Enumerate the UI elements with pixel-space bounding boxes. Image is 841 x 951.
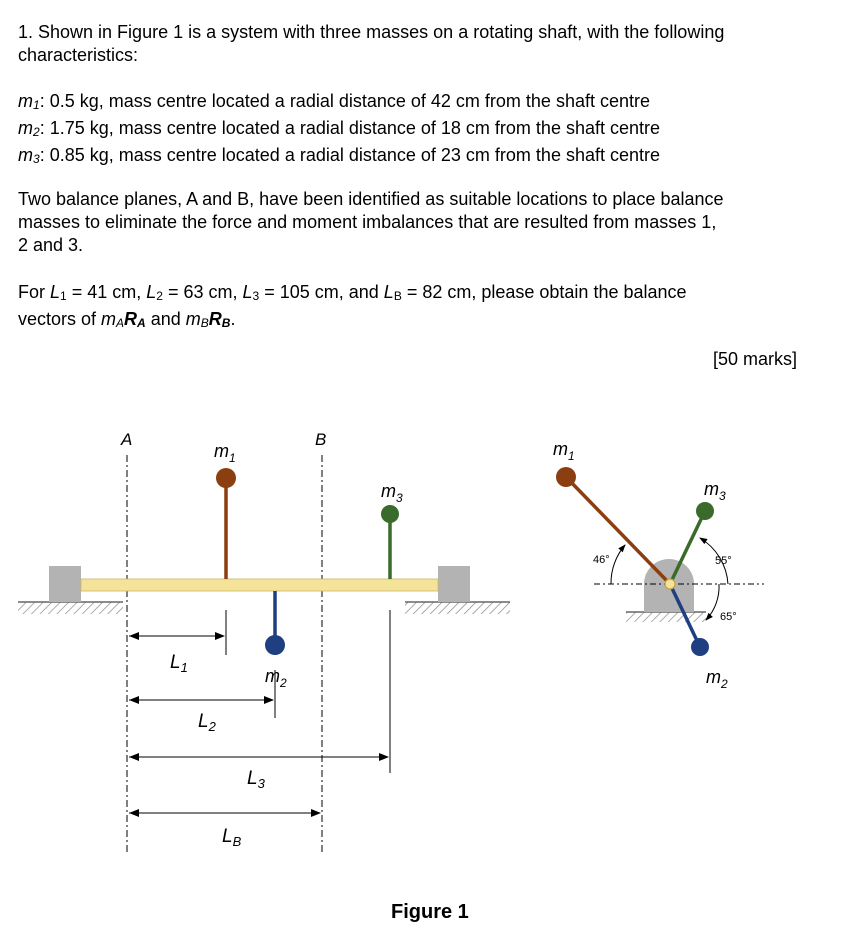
mass-1-label: $m_1$ xyxy=(214,441,236,465)
mass-3-ball xyxy=(381,505,399,523)
mass-1-ball xyxy=(216,468,236,488)
plane-b-label: B xyxy=(315,430,327,449)
planes-line-2: masses to eliminate the force and moment imbalances that are resulted from masses 1, xyxy=(18,212,717,232)
intro-line-1: 1. Shown in Figure 1 is a system with three masses on a rotating shaft, with the following xyxy=(18,22,725,42)
end-mass-3-ball xyxy=(696,502,714,520)
task-paragraph xyxy=(18,281,808,335)
marks-label: [50 marks] xyxy=(712,349,797,369)
ground-left xyxy=(18,602,123,614)
figure-caption: Figure 1 xyxy=(391,901,469,923)
question-intro xyxy=(18,21,808,67)
mass-2-label: $m_2$ xyxy=(265,666,287,690)
support-right xyxy=(438,566,470,602)
task-line-1: For L1 = 41 cm, L2 = 63 cm, L3 = 105 cm, and LB = 82 cm, please obtain the balance xyxy=(18,282,687,303)
balance-planes-paragraph xyxy=(18,188,808,257)
end-mass-2-ball xyxy=(691,638,709,656)
mass-item-1: m1: 0.5 kg, mass centre located a radial distance of 42 cm from the shaft centre xyxy=(18,91,650,112)
support-left xyxy=(49,566,81,602)
dim-lb-label: $L_B$ xyxy=(222,826,242,849)
ground-right xyxy=(405,602,510,614)
plane-a-label: A xyxy=(121,430,133,449)
dim-l2-label: $L_2$ xyxy=(198,711,216,734)
angle-46-arc xyxy=(611,545,625,584)
end-mass-1-label: $m_1$ xyxy=(553,439,575,463)
end-shaft-centre xyxy=(665,579,675,589)
angle-46-label: 46° xyxy=(593,554,610,566)
end-mass-1-ball xyxy=(556,467,576,487)
planes-line-3: 2 and 3. xyxy=(18,235,84,255)
end-mass-3-label: $m_3$ xyxy=(704,479,726,503)
mass-2-ball xyxy=(265,635,285,655)
angle-65-arc xyxy=(706,584,719,620)
mass-item-3: m3: 0.85 kg, mass centre located a radial distance of 23 cm from the shaft centre xyxy=(18,145,661,166)
mass-item-2: m2: 1.75 kg, mass centre located a radial distance of 18 cm from the shaft centre xyxy=(18,118,661,139)
dim-l3-label: $L_3$ xyxy=(247,768,265,791)
planes-line-1: Two balance planes, A and B, have been identified as suitable locations to place balance xyxy=(18,189,724,209)
intro-line-2: characteristics: xyxy=(18,45,139,65)
end-mass-2-label: $m_2$ xyxy=(706,667,728,691)
mass-3-label: $m_3$ xyxy=(381,481,403,505)
end-ground xyxy=(626,612,706,622)
mass-list xyxy=(18,90,808,171)
shaft xyxy=(81,579,438,591)
dim-l1-label: $L_1$ xyxy=(170,652,188,675)
task-line-2: vectors of mARA and mBRB. xyxy=(18,309,236,330)
angle-55-label: 55° xyxy=(715,555,732,567)
figure-1-diagram xyxy=(0,380,841,951)
angle-65-label: 65° xyxy=(720,611,737,623)
end-mass-1-arm xyxy=(566,477,670,584)
